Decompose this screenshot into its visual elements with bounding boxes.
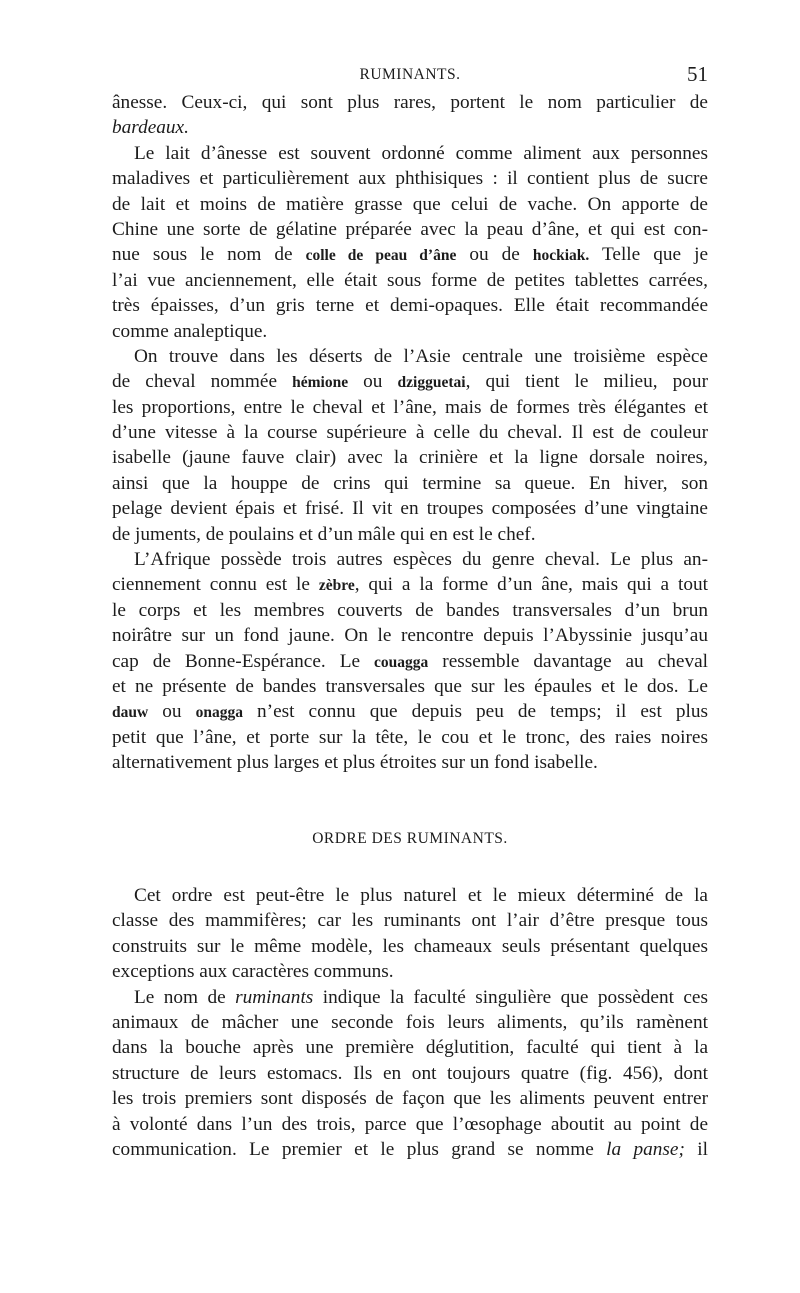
bold-term: couagga	[374, 653, 429, 671]
text-run: cap de Bonne-Espérance. Le	[112, 650, 375, 672]
text-run: Chine une sorte de gélatine préparée avec la peau d’âne, et qui est con-	[112, 218, 708, 240]
text-line	[112, 217, 708, 242]
text-run: de cheval nommée	[112, 371, 293, 393]
body-text-block-2	[112, 883, 708, 1162]
text-line	[112, 242, 708, 267]
text-run: Le lait d’ânesse est souvent ordonné comme aliment aux personnes	[134, 142, 708, 164]
text-line	[112, 547, 708, 572]
text-run: ressemble davantage au cheval	[428, 650, 709, 672]
text-line	[112, 115, 708, 140]
page-number: 51	[687, 62, 708, 86]
text-run: indique la faculté singulière que possèdent ces	[313, 986, 708, 1008]
text-run: et ne présente de bandes transversales que sur les épaules et le dos. Le	[112, 675, 708, 697]
text-run: ânesse. Ceux-ci, qui sont plus rares, portent le nom particulier de	[112, 92, 708, 113]
text-run: ainsi que la houppe de crins qui termine sa queue. En hiver, son	[112, 472, 708, 494]
text-run: les trois premiers sont disposés de façon que les aliments peuvent entrer	[112, 1088, 708, 1110]
text-run: Telle que je	[589, 244, 708, 266]
text-run: communication. Le premier et le plus grand se nomme	[112, 1138, 607, 1160]
text-line	[112, 344, 708, 369]
text-line	[112, 192, 708, 217]
text-line	[112, 1112, 708, 1137]
bold-term: zèbre	[318, 577, 355, 595]
text-run: de juments, de poulains et d’un mâle qui en est le chef.	[112, 523, 536, 545]
text-run: le corps et les membres couverts de bandes transversales d’un brun	[112, 599, 708, 621]
text-run: noirâtre sur un fond jaune. On le rencontre depuis l’Abyssinie jusqu’au	[112, 625, 708, 647]
text-run: isabelle (jaune fauve clair) avec la crinière et la ligne dorsale noires,	[112, 447, 708, 469]
bold-term: hémione	[292, 374, 349, 392]
text-line	[112, 674, 708, 699]
italic-term: ruminants	[235, 986, 314, 1008]
text-run: petit que l’âne, et porte sur la tête, le cou et le tronc, des raies noires	[112, 726, 708, 748]
text-line	[112, 445, 708, 470]
text-line	[112, 985, 708, 1010]
text-run: , qui a la forme d’un âne, mais qui a tout	[354, 574, 708, 596]
italic-term: bardeaux.	[112, 117, 189, 139]
page-header	[112, 60, 708, 90]
text-line	[112, 572, 708, 597]
text-run: dans la bouche après une première déglutition, faculté qui tient à la	[112, 1037, 708, 1059]
bold-term: onagga	[195, 704, 243, 722]
text-line	[112, 934, 708, 959]
text-run: alternativement plus larges et plus étroites sur un fond isabelle.	[112, 752, 598, 774]
text-line	[112, 319, 708, 344]
text-run: construits sur le même modèle, les chameaux seuls présentant quelques	[112, 935, 708, 957]
body-text-block-1	[112, 90, 708, 776]
italic-term: la panse;	[606, 1138, 685, 1160]
text-run: ciennement connu est le	[112, 574, 319, 596]
text-line	[112, 1137, 708, 1162]
text-line	[112, 1010, 708, 1035]
text-line	[112, 883, 708, 908]
text-run: exceptions aux caractères communs.	[112, 961, 394, 983]
bold-term: dauw	[112, 704, 149, 722]
text-line	[112, 496, 708, 521]
text-line	[112, 725, 708, 750]
bold-term: dzigguetai	[397, 374, 466, 392]
text-line	[112, 471, 708, 496]
text-run: nue sous le nom de	[112, 244, 306, 266]
text-line	[112, 268, 708, 293]
text-line	[112, 522, 708, 547]
text-line	[112, 908, 708, 933]
text-line	[112, 420, 708, 445]
text-line	[112, 959, 708, 984]
text-run: l’ai vue anciennement, elle était sous forme de petites tablettes carrées,	[112, 269, 708, 291]
text-line	[112, 649, 708, 674]
bold-term: hockiak.	[532, 247, 590, 265]
text-run: Cet ordre est peut-être le plus naturel et le mieux déterminé de la	[134, 885, 708, 906]
text-line	[112, 293, 708, 318]
text-line	[112, 1086, 708, 1111]
text-line	[112, 166, 708, 191]
text-line	[112, 623, 708, 648]
text-run: n’est connu que depuis peu de temps; il est plus	[242, 701, 708, 723]
text-run: d’une vitesse à la course supérieure à celle du cheval. Il est de couleur	[112, 422, 708, 444]
text-run: animaux de mâcher une seconde fois leurs aliments, qu’ils ramènent	[112, 1011, 708, 1033]
text-run: les proportions, entre le cheval et l’âne, mais de formes très élégantes et	[112, 396, 708, 418]
bold-term: colle de peau d’âne	[305, 247, 457, 265]
text-line	[112, 598, 708, 623]
text-run: maladives et particulièrement aux phthisiques : il contient plus de sucre	[112, 168, 708, 190]
text-run: très épaisses, d’un gris terne et demi-opaques. Elle était recommandée	[112, 295, 708, 317]
text-run: il	[684, 1138, 708, 1160]
text-run: pelage devient épais et frisé. Il vit en troupes composées d’une vingtaine	[112, 498, 708, 520]
text-line	[112, 750, 708, 775]
text-run: structure de leurs estomacs. Ils en ont toujours quatre (fig. 456), dont	[112, 1062, 708, 1084]
text-line	[112, 369, 708, 394]
text-run: ou	[148, 701, 196, 723]
text-run: de lait et moins de matière grasse que celui de vache. On apporte de	[112, 193, 708, 215]
text-line	[112, 1061, 708, 1086]
section-title: ORDRE DES RUMINANTS.	[312, 830, 508, 847]
text-line	[112, 1035, 708, 1060]
text-line	[112, 395, 708, 420]
text-run: ou	[348, 371, 398, 393]
text-line	[112, 141, 708, 166]
text-line	[112, 90, 708, 115]
running-title: RUMINANTS.	[359, 66, 461, 83]
text-run: classe des mammifères; car les ruminants ont l’air d’être presque tous	[112, 910, 708, 932]
text-run: à volonté dans l’un des trois, parce que l’œsophage aboutit au point de	[112, 1113, 708, 1135]
text-run: , qui tient le milieu, pour	[465, 371, 708, 393]
text-run: comme analeptique.	[112, 320, 268, 342]
text-run: L’Afrique possède trois autres espèces du genre cheval. Le plus an-	[134, 549, 708, 571]
text-line	[112, 699, 708, 724]
text-run: ou de	[456, 244, 533, 266]
text-run: On trouve dans les déserts de l’Asie centrale une troisième espèce	[134, 345, 708, 367]
text-run: Le nom de	[134, 986, 236, 1008]
